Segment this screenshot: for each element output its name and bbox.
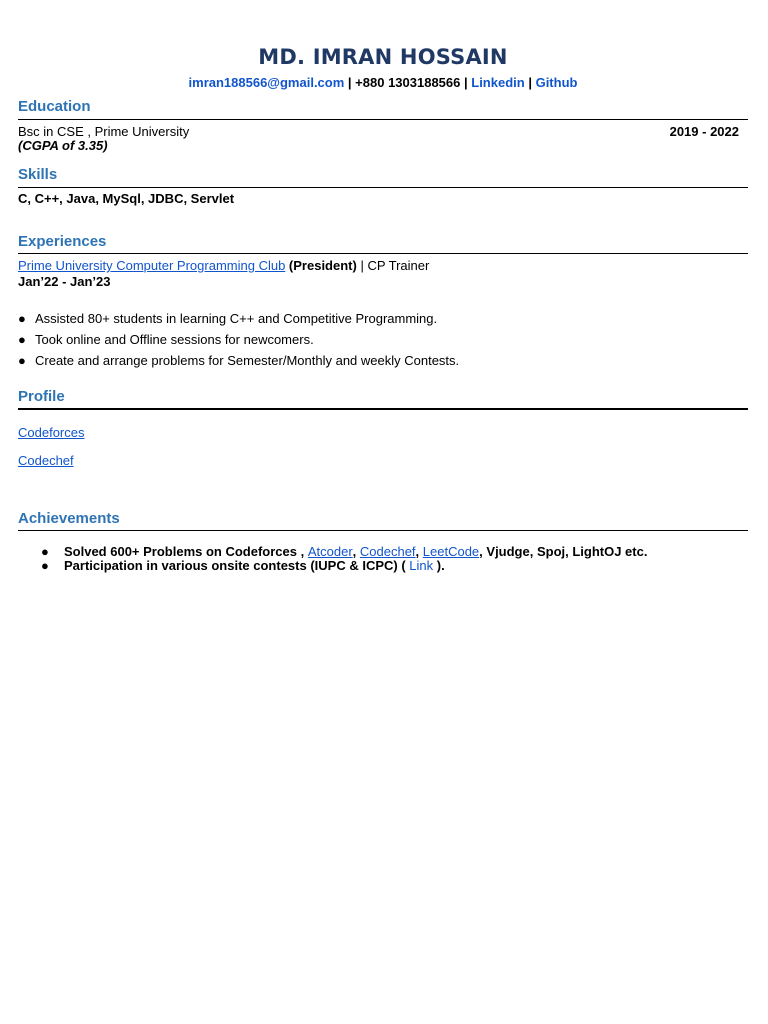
achievements-divider [18,530,748,531]
candidate-name: MD. IMRAN HOSSAIN [258,45,508,69]
experience-role: (President) [285,258,357,273]
contact-separator: | [460,75,472,90]
role-separator: | [356,258,368,273]
experience-bullet-text: Create and arrange problems for Semester/Monthly and weekly Contests. [35,353,460,368]
contact-separator: | [344,75,356,90]
email-link[interactable]: imran188566@gmail.com [188,75,345,90]
experience-title-line [18,258,429,273]
profile-link-row [18,425,84,440]
experiences-divider [18,253,748,254]
skills-divider [18,187,748,188]
experience-bullet-text: Took online and Offline sessions for newcomers. [35,332,314,347]
degree-text: Bsc in CSE , Prime University [18,124,190,139]
achievement-text: Solved 600+ Problems on Codeforces , [64,544,308,559]
bullet-dot: ● [18,353,26,368]
education-degree [18,124,189,139]
experiences-heading: Experiences [18,233,107,250]
linkedin-link[interactable]: Linkedin [471,75,525,90]
experience-bullet-text: Assisted 80+ students in learning C++ and Competitive Programming. [35,311,438,326]
club-link[interactable]: Prime University Computer Programming Club [18,258,286,273]
contests-link[interactable]: Link [409,558,434,573]
achievement-suffix: , Vjudge, Spoj, LightOJ etc. [479,544,648,559]
experience-bullet [18,353,459,368]
contact-separator: | [524,75,536,90]
experience-period: Jan’22 - Jan’23 [18,274,111,289]
experience-position: CP Trainer [367,258,430,273]
experience-bullet [18,311,437,326]
codeforces-profile-link[interactable]: Codeforces [18,425,85,440]
bullet-dot: ● [41,558,49,573]
education-heading: Education [18,98,91,115]
education-years: 2019 - 2022 [669,124,739,139]
contact-line [18,75,748,90]
bullet-dot: ● [18,311,26,326]
phone-number: +880 1303188566 [355,75,461,90]
achievement-comma: , [352,544,360,559]
education-cgpa: (CGPA of 3.35) [18,138,108,153]
leetcode-link[interactable]: LeetCode [422,544,480,559]
skills-list: C, C++, Java, MySql, JDBC, Servlet [18,191,235,206]
experience-bullet [18,332,314,347]
github-link[interactable]: Github [535,75,578,90]
achievement-comma: , [415,544,423,559]
achievement-text: Participation in various onsite contests (IUPC & ICPC) ( [64,558,410,573]
codechef-profile-link[interactable]: Codechef [18,453,74,468]
education-divider [18,119,748,120]
profile-divider [18,408,748,410]
bullet-dot: ● [41,544,49,559]
bullet-dot: ● [18,332,26,347]
skills-heading: Skills [18,166,58,183]
achievements-heading: Achievements [18,510,120,527]
codechef-link[interactable]: Codechef [359,544,416,559]
achievement-item [41,558,445,573]
profile-heading: Profile [18,388,65,405]
achievement-suffix: ). [433,558,445,573]
atcoder-link[interactable]: Atcoder [307,544,353,559]
achievement-item [41,544,647,559]
profile-link-row [18,453,74,468]
